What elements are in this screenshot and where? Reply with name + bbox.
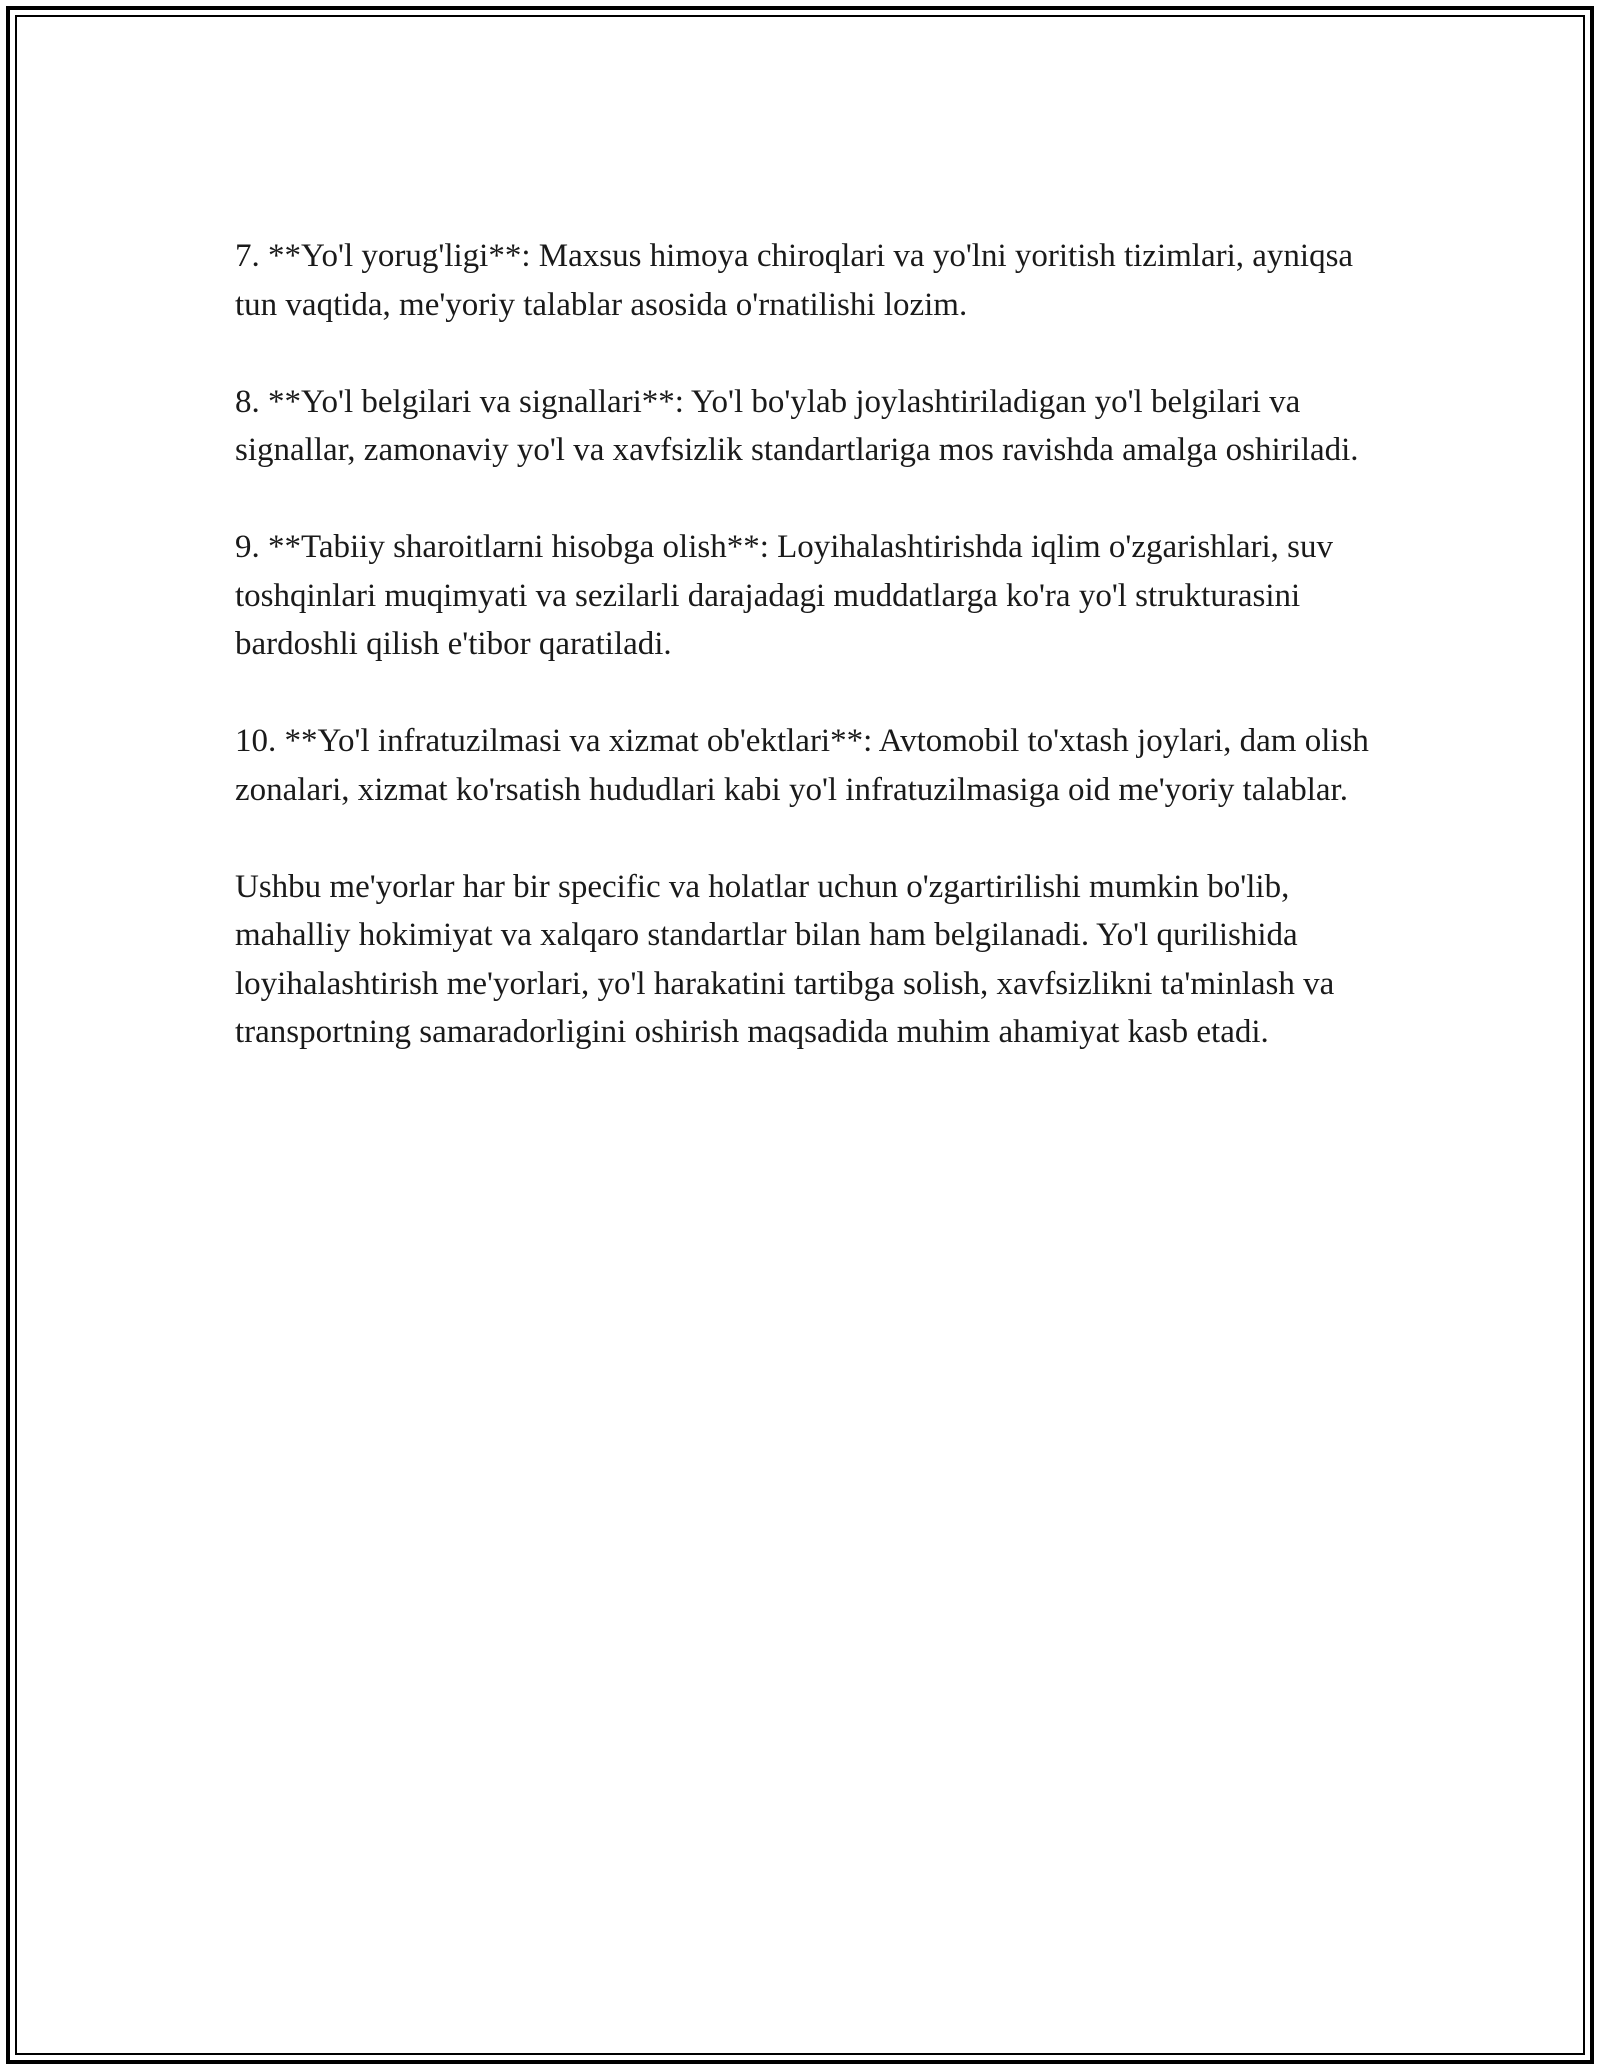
paragraph-natural-conditions: 9. **Tabiiy sharoitlarni hisobga olish**: Loyihalashtirishda iqlim o'zgarishlari, suv toshqinlari muqimyati va sezilarli darajadagi muddatlarga ko'ra yo'l strukturasini bardoshli qilish e'tibor qaratiladi. bbox=[235, 529, 1333, 662]
paragraph-road-signs: 8. **Yo'l belgilari va signallari**: Yo'l bo'ylab joylashtiriladigan yo'l belgilari va signallar, zamonaviy yo'l va xavfsizlik standartlariga mos ravishda amalga oshiriladi. bbox=[235, 383, 1359, 468]
paragraph-road-lighting: 7. **Yo'l yorug'ligi**: Maxsus himoya chiroqlari va yo'lni yoritish tizimlari, ayniqsa tun vaqtida, me'yoriy talablar asosida o'rnatilishi lozim. bbox=[235, 238, 1354, 323]
paragraph-conclusion: Ushbu me'yorlar har bir specific va holatlar uchun o'zgartirilishi mumkin bo'lib, mahalliy hokimiyat va xalqaro standartlar bilan ham belgilanadi. Yo'l qurilishida loyihalashtirish me'yorlari, yo'l harakatini tartibga solish, xavfsizlikni ta'minlash va transportning samaradorligini oshirish maqsadida muhim ahamiyat kasb etadi. bbox=[235, 868, 1335, 1050]
document-body bbox=[235, 232, 1375, 1057]
paragraph-infrastructure: 10. **Yo'l infratuzilmasi va xizmat ob'ektlari**: Avtomobil to'xtash joylari, dam olish zonalari, xizmat ko'rsatish hududlari kabi yo'l infratuzilmasiga oid me'yoriy talablar. bbox=[235, 723, 1369, 808]
